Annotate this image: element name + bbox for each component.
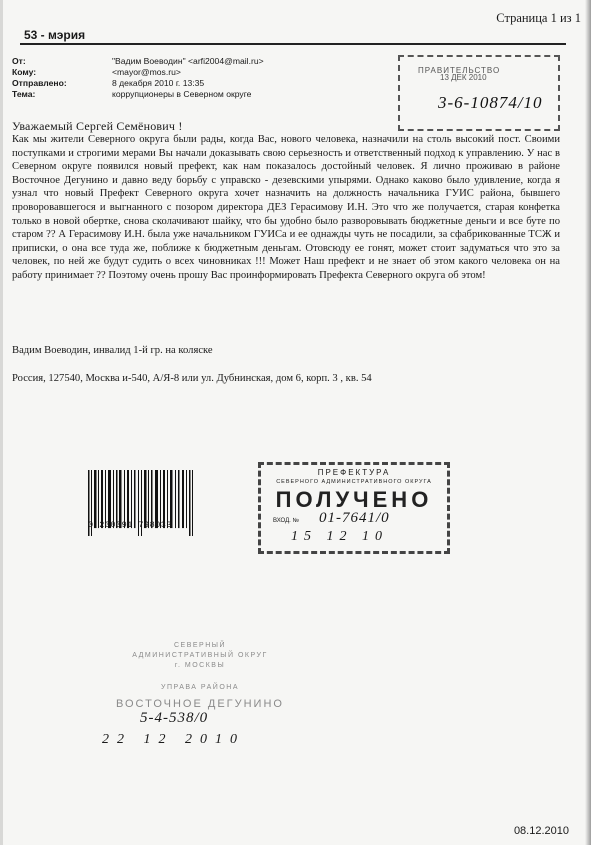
district-name: ВОСТОЧНОЕ ДЕГУНИНО [116, 698, 284, 710]
to-label: Кому: [12, 67, 37, 77]
email-meta [0, 56, 400, 116]
subject-label: Тема: [12, 89, 36, 99]
to-value: <mayor@mos.ru> [112, 67, 181, 77]
scan-edge-left [0, 0, 3, 845]
barcode-number: 0 200091 798033 [88, 520, 173, 530]
stamp-header: ПРАВИТЕЛЬСТВО [418, 66, 501, 75]
incoming-number-label: ВХОД. № [273, 518, 299, 524]
received-label: ПОЛУЧЕНО [275, 487, 433, 512]
received-date: 15 12 10 [291, 529, 388, 544]
district-line2: АДМИНИСТРАТИВНЫЙ ОКРУГ [132, 652, 268, 659]
page-number: Страница 1 из 1 [496, 11, 581, 25]
scan-edge-right [585, 0, 591, 845]
district-line3: г. МОСКВЫ [174, 662, 226, 669]
registration-stamp [398, 55, 560, 131]
incoming-number: 01-7641/0 [319, 510, 390, 526]
stamp-handwritten-number: 3-6-10874/10 [438, 93, 543, 112]
letter-greeting: Уважаемый Сергей Семёнович ! [12, 119, 183, 133]
sent-value: 8 декабря 2010 г. 13:35 [112, 78, 205, 88]
letter-signature: Вадим Воеводин, инвалид 1-й гр. на коляске [12, 345, 213, 356]
header-divider [20, 43, 566, 45]
prefecture-received-stamp [258, 462, 450, 554]
from-value: "Вадим Воеводин" <arfi2004@mail.ru> [112, 56, 264, 66]
letter-address: Россия, 127540, Москва и-540, А/Я-8 или ул. Дубнинская, дом 6, корп. 3 , кв. 54 [12, 373, 372, 384]
district-number: 5-4-538/0 [140, 710, 209, 726]
district-stamp [100, 640, 300, 760]
header-title: 53 - мэрия [24, 28, 86, 42]
footer-date: 08.12.2010 [513, 825, 569, 837]
stamp-date: 13 ДЕК 2010 [440, 73, 487, 82]
sent-label: Отправлено: [12, 78, 67, 88]
letter-body: Как мы жители Северного округа были рады, когда Вас, нового человека, назначили на столь высокий пост. Своими поступками и строгими мерами Вы начали доказывать свою серьезность и ответственный подход к управлению. У нас в Северном округе появился новый префект, как нам показалось достойный человек. Я лично проживаю в районе Восточное Дегунино и давно веду борьбу с управско - дезевскими упырями. Однако каково было удивление, когда я узнал что новый Префект Северного округа хочет назначить на должность начальника ГУИС района, бывшего проворовавшегося и выгнанного с позором директора ДЕЗ Герасимову И.Н. Это что же получается, старая конфетка только в новой обертке, снова сколачивают шайку, что бы удобно было разворовывать бюджетные деньги и все буте по старом ?? А Герасимову И.Н. была уже начальником ГУИСа и ее однажды чуть не посадили, за сфабрикованные ТСЖ и приписки, о она все туда же, поближе к бюджетным деньгам. Отовсюду ее гонят, может стоит задуматься что это за человек, по ней же будут судить о всех чиновниках !!! Может Наш префект и не знает об этом какого человека он на работу принимает ?? Поэтому очень прошу Вас проинформировать Префекта Северного округа об этом! [12, 134, 560, 281]
subject-value: коррупционеры в Северном округе [112, 89, 252, 99]
district-line4: УПРАВА РАЙОНА [161, 684, 239, 691]
prefecture-title: ПРЕФЕКТУРА [317, 468, 391, 477]
from-label: От: [12, 56, 26, 66]
prefecture-subtitle: СЕВЕРНОГО АДМИНИСТРАТИВНОГО ОКРУГА [276, 479, 432, 485]
district-line1: СЕВЕРНЫЙ [173, 642, 226, 649]
district-date: 22 12 2010 [102, 732, 245, 747]
